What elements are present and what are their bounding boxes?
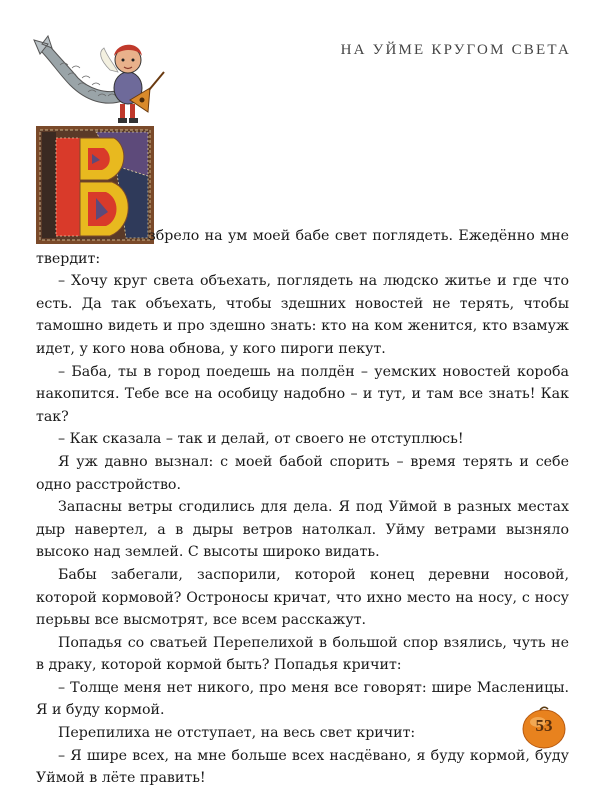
page-number-badge — [520, 704, 568, 750]
dropcap-stem — [56, 138, 80, 236]
paragraph: – Толще меня нет никого, про меня все говорят: шире Масленицы. Я и буду кормой. — [36, 679, 569, 719]
paragraph: – Как сказала – так и делай, от своего не отступлюсь! — [58, 431, 464, 448]
paragraph: – Баба, ты в город поедешь на полдён – уемских новостей короба накопится. Тебе все на особицу надобно – и тут, и там все знать! Как так? — [36, 363, 569, 425]
paragraph: збрело на ум моей бабе свет поглядеть. Ежедённо мне твердит: — [36, 228, 569, 267]
paragraph: Бабы забегали, заспорили, которой конец деревни носовой, которой кормовой? Остроносы кричат, что ихно место на носу, с носу перьвы все высмотрят, все всем расскажут. — [36, 566, 569, 629]
page-number: 53 — [535, 716, 553, 735]
mermaid-with-balalaika-icon — [30, 30, 170, 130]
running-title: НА УЙМЕ КРУГОМ СВЕТА — [340, 42, 571, 58]
paragraph: Запасны ветры сгодились для дела. Я под Уймой в разных местах дыр навертел, а в дыры ветров натолкал. Уйму ветрами вызняло высоко над землей. С высоты широко видать. — [36, 499, 569, 561]
paragraph: – Я шире всех, на мне больше всех насдёвано, я буду кормой, буду Уймой в лёте править! — [36, 747, 569, 787]
paragraph: Попадья со сватьей Перепелихой в большой спор взялись, чуть не в драку, которой кормой быть? Попадья кричит: — [36, 634, 569, 674]
paragraph: – Хочу круг света объехать, поглядеть на людско житье и где что есть. Да так объехать, чтобы здешних новостей не терять, чтобы тамошно видеть и про здешно знать: кто на ком женится, кто взамуж идет, у кого нова обнова, у кого пироги пекут. — [36, 273, 569, 357]
paragraph: Я уж давно вызнал: с моей бабой спорить – время терять и себе одно расстройство. — [36, 453, 569, 493]
story-text — [36, 225, 569, 790]
paragraph: Перепилиха не отступает, на весь свет кричит: — [58, 725, 416, 742]
